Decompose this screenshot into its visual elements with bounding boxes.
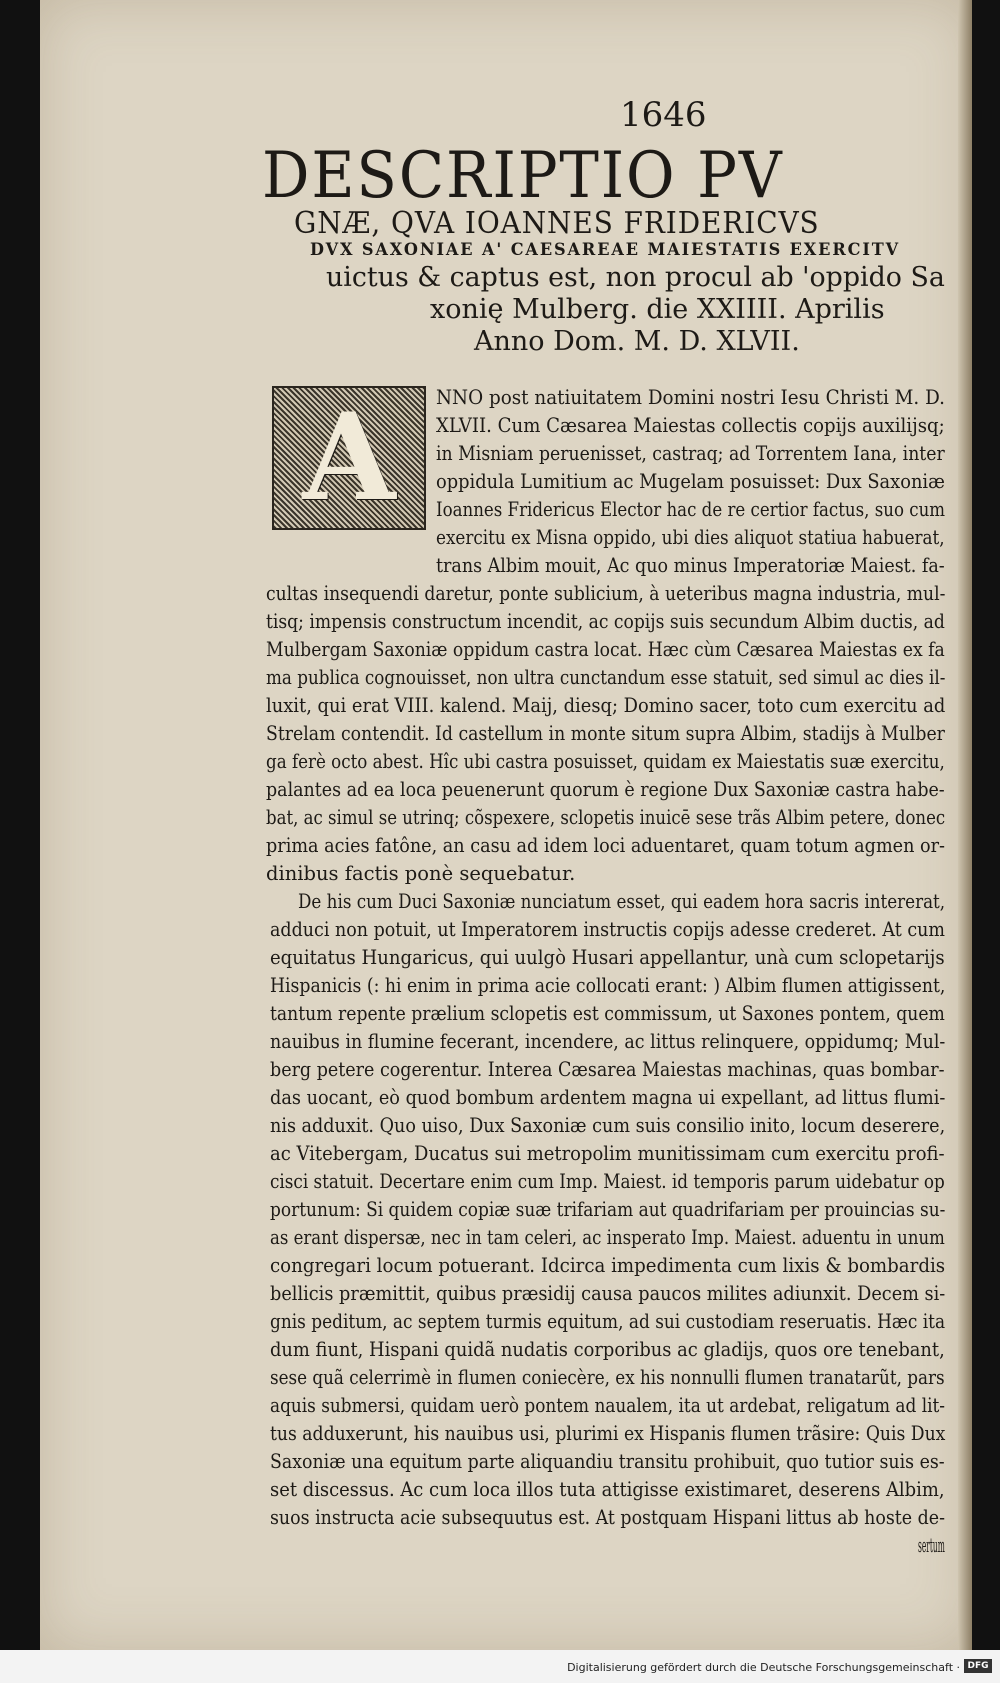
- text-line: Ioannes Fridericus Elector hac de re certior factus, suo cum: [436, 498, 946, 521]
- text-line: luxit, qui erat VIII. kalend. Maij, diesq; Domino sacer, toto cum exercitu ad: [266, 694, 946, 717]
- text-line: in Misniam peruenisset, castraq; ad Torrentem Iana, inter: [436, 442, 945, 465]
- text-line: bat, ac simul se utrinq; cõspexere, sclopetis inuicē sese trãs Albim petere, donec: [266, 806, 946, 829]
- page-number: 1646: [620, 95, 707, 135]
- text-line: tus adduxerunt, his nauibus usi, plurimi ex Hispanis flumen trãsire: Quis Dux: [270, 1422, 946, 1445]
- text-line: exercitu ex Misna oppido, ubi dies aliquot statiua habuerat,: [436, 526, 945, 549]
- text-line: as erant dispersæ, nec in tam celeri, ac insperato Imp. Maiest. aduentu in unum: [270, 1226, 945, 1249]
- title-line-1: DESCRIPTIO PV: [262, 139, 784, 213]
- text-line: adduci non potuit, ut Imperatorem instructis copijs adesse crederet. At cum: [270, 918, 945, 941]
- text-line: cultas insequendi daretur, ponte sublicium, à ueteribus magna industria, mul-: [266, 582, 946, 605]
- scanned-page: [40, 0, 972, 1650]
- text-line: Hispanicis (: hi enim in prima acie collocati erant: ) Albim flumen attigissent,: [270, 974, 946, 997]
- text-line: bellicis præmittit, quibus præsidij causa paucos milites adiunxit. Decem si-: [270, 1282, 946, 1305]
- drop-cap-letter: A: [302, 387, 396, 528]
- funding-credit: Digitalisierung gefördert durch die Deutsche Forschungsgemeinschaft ·: [567, 1661, 960, 1674]
- text-line: aquis submersi, quidam uerò pontem naualem, ita ut ardebat, religatum ad lit-: [270, 1394, 946, 1417]
- title-line-4: uictus & captus est, non procul ab 'oppido Sa: [326, 262, 945, 293]
- text-line: oppidula Lumitium ac Mugelam posuisset: Dux Saxoniæ: [436, 470, 945, 493]
- text-line: equitatus Hungaricus, qui uulgò Husari appellantur, unà cum sclopetarijs: [270, 946, 945, 969]
- text-line: ga ferè octo abest. Hîc ubi castra posuisset, quidam ex Maiestatis suæ exercitu,: [266, 750, 945, 773]
- text-line: suos instructa acie subsequutus est. At postquam Hispani littus ab hoste de-: [270, 1506, 945, 1529]
- text-line: trans Albim mouit, Ac quo minus Imperatoriæ Maiest. fa-: [436, 554, 945, 577]
- catch-word: sertum: [918, 1534, 945, 1557]
- drop-cap-ornament: [272, 386, 426, 530]
- text-line: dinibus factis ponè sequebatur.: [266, 862, 576, 885]
- title-line-6: Anno Dom. M. D. XLVII.: [474, 326, 800, 357]
- text-line: ma publica cognouisset, non ultra cunctandum esse statuit, sed simul ac dies il-: [266, 666, 946, 689]
- text-line: nauibus in flumine fecerant, incendere, ac littus relinquere, oppidumq; Mul-: [270, 1030, 946, 1053]
- dfg-logo: DFG: [964, 1659, 992, 1673]
- footer-bar: [0, 1650, 1000, 1683]
- text-line: prima acies fatône, an casu ad idem loci aduentaret, quam totum agmen or-: [266, 834, 945, 857]
- text-line: cisci statuit. Decertare enim cum Imp. Maiest. id temporis parum uidebatur op: [270, 1170, 945, 1193]
- text-line: dum fiunt, Hispani quidã nudatis corporibus ac gladijs, quos ore tenebant,: [270, 1338, 945, 1361]
- title-line-5: xonię Mulberg. die XXIIII. Aprilis: [430, 294, 885, 325]
- text-line: portunum: Si quidem copiæ suæ trifariam aut quadrifariam per prouincias su-: [270, 1198, 946, 1221]
- text-line: Strelam contendit. Id castellum in monte situm supra Albim, stadijs à Mulber: [266, 722, 945, 745]
- text-line: NNO post natiuitatem Domini nostri Iesu Christi M. D.: [436, 386, 945, 409]
- text-line: Saxoniæ una equitum parte aliquandiu transitu prohibuit, quo tutior suis es-: [270, 1450, 945, 1473]
- text-line: tantum repente prælium sclopetis est commissum, ut Saxones pontem, quem: [270, 1002, 945, 1025]
- text-line: palantes ad ea loca peuenerunt quorum è regione Dux Saxoniæ castra habe-: [266, 778, 945, 801]
- text-line: ac Vitebergam, Ducatus sui metropolim munitissimam cum exercitu profi-: [270, 1142, 945, 1165]
- title-line-2: GNÆ, QVA IOANNES FRIDERICVS: [294, 206, 820, 241]
- text-line: das uocant, eò quod bombum ardentem magna ui expellant, ad littus flumi-: [270, 1086, 946, 1109]
- text-line: congregari locum potuerant. Idcirca impedimenta cum lixis & bombardis: [270, 1254, 946, 1277]
- text-line: berg petere cogerentur. Interea Cæsarea Maiestas machinas, quas bombar-: [270, 1058, 945, 1081]
- text-line: set discessus. Ac cum loca illos tuta attigisse existimaret, deserens Albim,: [270, 1478, 945, 1501]
- text-line: XLVII. Cum Cæsarea Maiestas collectis copijs auxilijsq;: [436, 414, 945, 437]
- text-line: gnis peditum, ac septem turmis equitum, ad sui custodiam reseruatis. Hæc ita: [270, 1310, 946, 1333]
- text-line: nis adduxit. Quo uiso, Dux Saxoniæ cum suis consilio inito, locum deserere,: [270, 1114, 946, 1137]
- page-edge: [958, 0, 972, 1650]
- text-line: sese quã celerrimè in flumen coniecère, ex his nonnulli flumen tranatarũt, pars: [270, 1366, 945, 1389]
- text-line: Mulbergam Saxoniæ oppidum castra locat. Hæc cùm Cæsarea Maiestas ex fa: [266, 638, 945, 661]
- text-line: De his cum Duci Saxoniæ nunciatum esset, qui eadem hora sacris intererat,: [298, 890, 946, 913]
- text-line: tisq; impensis constructum incendit, ac copijs suis secundum Albim ductis, ad: [266, 610, 945, 633]
- title-line-3: DVX SAXONIAE A' CAESAREAE MAIESTATIS EXERCITV: [310, 240, 901, 260]
